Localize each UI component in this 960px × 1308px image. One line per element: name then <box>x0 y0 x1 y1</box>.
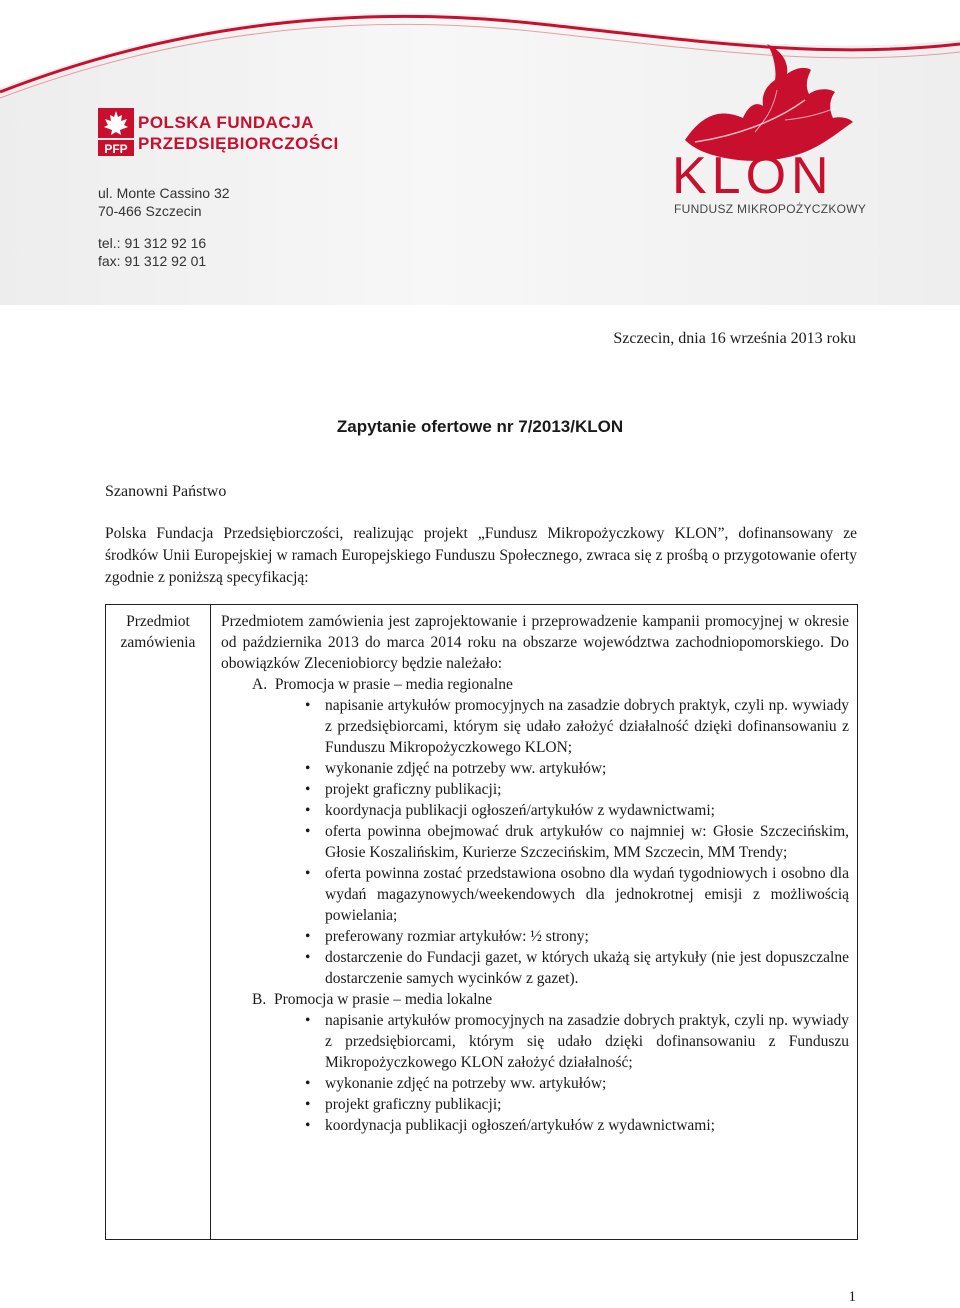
section-a-heading: A. Promocja w prasie – media regionalne <box>252 676 513 693</box>
address-tel: tel.: 91 312 92 16 <box>98 235 207 251</box>
address-city: 70-466 Szczecin <box>98 203 202 219</box>
pfp-name <box>138 112 339 154</box>
klon-wordmark: KLON <box>672 147 834 205</box>
list-item: • projekt graficzny publikacji; <box>325 779 849 800</box>
section-a-list <box>221 695 849 989</box>
pfp-name-line1: POLSKA FUNDACJA <box>138 113 314 132</box>
table-content-cell <box>221 611 849 1136</box>
order-description: Przedmiotem zamówienia jest zaprojektowanie i przeprowadzenie kampanii promocyjnej w okresie od października 2013 do marca 2014 roku na obszarze województwa zachodniopomorskiego. Do obowiązków Zleceniobiorcy będzie należało: <box>221 613 849 672</box>
intro-paragraph: Polska Fundacja Przedsiębiorczości, realizując projekt „Fundusz Mikropożyczkowy KLON”, dofinansowany ze środków Unii Europejskiej w ramach Europejskiego Funduszu Społecznego, zwraca się z prośbą o przygotowanie oferty zgodnie z poniższą specyfikacją: <box>105 525 857 586</box>
table-label-line1: Przedmiot <box>126 613 190 630</box>
section-b-list <box>221 1010 849 1136</box>
section-b-heading: B. Promocja w prasie – media lokalne <box>252 991 493 1008</box>
letterhead <box>0 0 960 305</box>
address-block <box>98 184 230 270</box>
list-item: • koordynacja publikacji ogłoszeń/artykułów z wydawnictwami; <box>325 800 849 821</box>
address-street: ul. Monte Cassino 32 <box>98 185 230 201</box>
list-item: • wykonanie zdjęć na potrzeby ww. artykułów; <box>325 1073 849 1094</box>
document-title: Zapytanie ofertowe nr 7/2013/KLON <box>336 417 624 436</box>
list-item: • wykonanie zdjęć na potrzeby ww. artykułów; <box>325 758 849 779</box>
list-item: • oferta powinna zostać przedstawiona osobno dla wydań tygodniowych i osobno dla wydań magazynowych/weekendowych dla jednokrotnej emisji z możliwością powielania; <box>325 863 849 926</box>
pfp-name-line2: PRZEDSIĘBIORCZOŚCI <box>138 134 339 153</box>
list-item: • dostarczenie do Fundacji gazet, w których ukażą się artykuły (nie jest dopuszczalne dostarczenie samych wycinków z gazet). <box>325 947 849 989</box>
page-number: 1 <box>848 1289 856 1305</box>
table-column-divider <box>210 605 211 1239</box>
specification-table <box>105 604 858 1240</box>
list-item: • projekt graficzny publikacji; <box>325 1094 849 1115</box>
list-item: • napisanie artykułów promocyjnych na zasadzie dobrych praktyk, czyli np. wywiady z przedsiębiorcami, którym się udało założyć działalność dzięki dofinansowaniu z Funduszu Mikropożyczkowego KLON; <box>325 695 849 758</box>
pfp-abbr: PFP <box>104 142 128 156</box>
table-label-line2: zamówienia <box>120 634 196 651</box>
address-fax: fax: 91 312 92 01 <box>98 253 207 269</box>
list-item: • napisanie artykułów promocyjnych na zasadzie dobrych praktyk, czyli np. wywiady z przedsiębiorcami, którym się udało dzięki dofinansowaniu z Funduszu Mikropożyczkowego KLON założyć działalność; <box>325 1010 849 1073</box>
list-item: • preferowany rozmiar artykułów: ½ strony; <box>325 926 849 947</box>
list-item: • koordynacja publikacji ogłoszeń/artykułów z wydawnictwami; <box>325 1115 849 1136</box>
table-label-cell <box>106 611 210 653</box>
greeting: Szanowni Państwo <box>105 483 227 500</box>
list-item: • oferta powinna obejmować druk artykułów co najmniej w: Głosie Szczecińskim, Głosie Koszalińskim, Kurierze Szczecińskim, MM Szczecin, MM Trendy; <box>325 821 849 863</box>
letter-date: Szczecin, dnia 16 września 2013 roku <box>613 330 856 347</box>
pfp-maple-leaf-icon <box>98 108 134 158</box>
klon-subtitle: FUNDUSZ MIKROPOŻYCZKOWY <box>674 202 867 216</box>
